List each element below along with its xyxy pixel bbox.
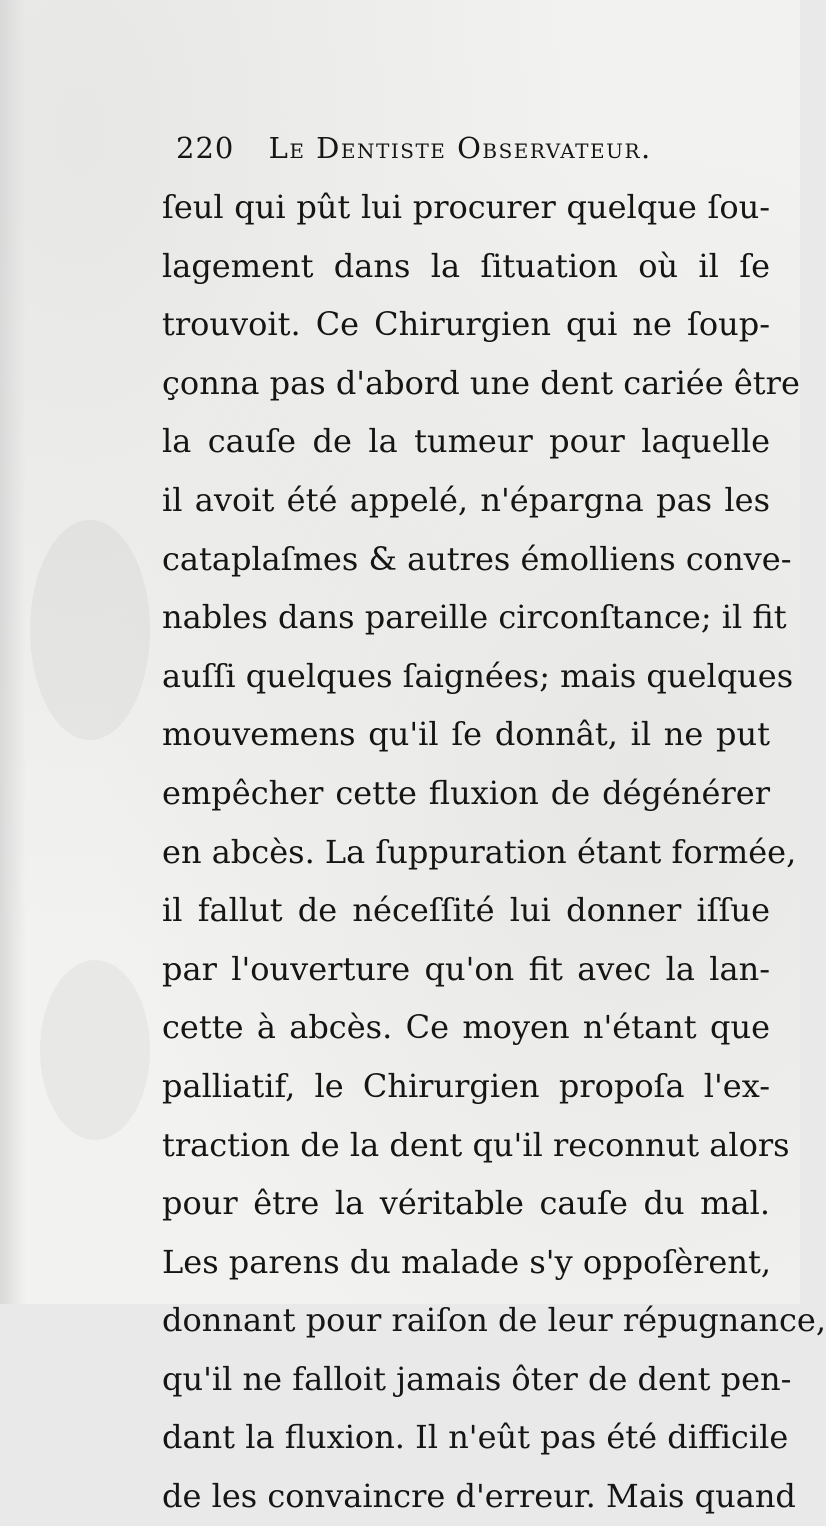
text-line: en abcès. La ſuppuration étant formée, [162, 832, 797, 871]
text-line: trouvoit. Ce Chirurgien qui ne ſoup- [162, 305, 770, 344]
text-line: palliatif, le Chirurgien propoſa l'ex- [162, 1066, 770, 1105]
text-line: il avoit été appelé, n'épargna pas les [162, 480, 770, 519]
running-title: Le Dentiste Observateur. [268, 131, 652, 165]
page-number: 220 [176, 131, 235, 165]
text-line: pour être la véritable cauſe du mal. [162, 1184, 770, 1223]
running-head [176, 128, 716, 168]
text-line: cette à abcès. Ce moyen n'étant que [162, 1008, 770, 1047]
paper-stain [40, 960, 150, 1140]
text-line: donnant pour raiſon de leur répugnance, [162, 1301, 826, 1340]
text-line: cataplaſmes & autres émolliens conve- [162, 539, 792, 578]
text-line: qu'il ne falloit jamais ôter de dent pen- [162, 1359, 792, 1398]
text-line: ſeul qui pût lui procurer quelque ſou- [162, 188, 770, 226]
text-line: mouvemens qu'il ſe donnât, il ne put [162, 715, 770, 754]
text-line: nables dans pareille circonſtance; il fit [162, 598, 787, 637]
text-line: çonna pas d'abord une dent cariée être [162, 363, 800, 402]
text-line: Les parens du malade s'y oppoſèrent, [162, 1242, 771, 1281]
text-line: il fallut de néceſſité lui donner iſſue [162, 891, 770, 930]
text-line: traction de la dent qu'il reconnut alors [162, 1125, 790, 1164]
text-line: la cauſe de la tumeur pour laquelle [162, 422, 770, 461]
paper-stain [30, 520, 150, 740]
body-text [162, 178, 826, 1526]
text-line: lagement dans la ſituation où il ſe [162, 246, 770, 285]
text-line: par l'ouverture qu'on fit avec la lan- [162, 949, 770, 988]
page-edge-shadow [0, 0, 26, 1304]
text-line: dant la fluxion. Il n'eût pas été difficile [162, 1418, 789, 1457]
text-line: auſſi quelques ſaignées; mais quelques [162, 656, 794, 695]
text-line: de les convaincre d'erreur. Mais quand [162, 1477, 796, 1516]
text-line: empêcher cette fluxion de dégénérer [162, 773, 770, 812]
